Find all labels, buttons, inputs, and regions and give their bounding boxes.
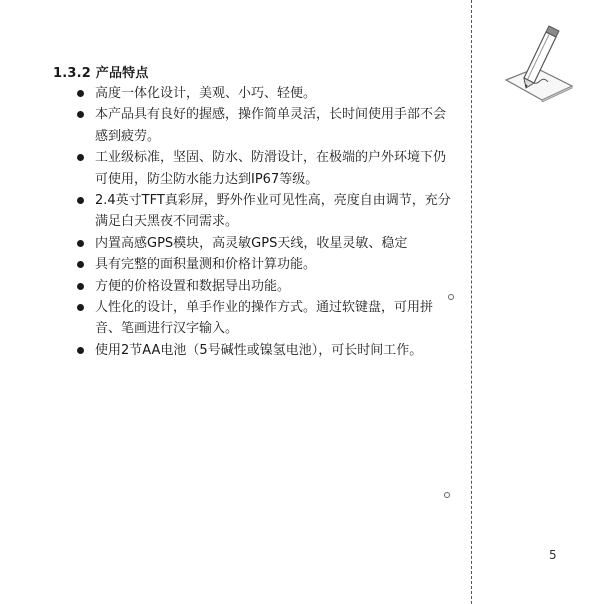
bullet-icon [77, 197, 84, 204]
bullet-icon [77, 347, 84, 354]
circle-mark-icon [448, 294, 454, 300]
section-title: 1.3.2 产品特点 [53, 66, 149, 81]
page-number: 5 [549, 548, 557, 562]
list-item [76, 297, 452, 340]
list-item [76, 190, 452, 233]
list-item [76, 276, 452, 297]
list-item [76, 147, 452, 190]
feature-text: 方便的价格设置和数据导出功能。 [95, 278, 291, 294]
feature-text: 人性化的设计，单手作业的操作方式。通过软键盘，可用拼音、笔画进行汉字输入。 [95, 300, 434, 337]
bullet-icon [77, 304, 84, 311]
pencil-note-icon [502, 22, 574, 102]
bullet-icon [77, 90, 84, 97]
feature-text: 使用2节AA电池（5号碱性或镍氢电池），可长时间工作。 [95, 342, 423, 358]
bullet-icon [77, 154, 84, 161]
feature-text: 内置高感GPS模块，高灵敏GPS天线，收星灵敏、稳定 [95, 235, 408, 251]
list-item [76, 233, 452, 254]
feature-text: 工业级标准，坚固、防水、防滑设计，在极端的户外环境下仍可使用，防尘防水能力达到IP67等级。 [95, 150, 447, 187]
bullet-icon [77, 283, 84, 290]
circle-mark-icon [444, 492, 450, 498]
bullet-icon [77, 111, 84, 118]
list-item [76, 104, 452, 147]
list-item [76, 83, 452, 104]
feature-text: 本产品具有良好的握感，操作简单灵活，长时间使用手部不会感到疲劳。 [95, 107, 447, 144]
feature-list [76, 83, 452, 361]
feature-text: 2.4英寸TFT真彩屏，野外作业可见性高，亮度自由调节，充分满足白天黑夜不同需求。 [95, 193, 451, 230]
bullet-icon [77, 261, 84, 268]
feature-text: 具有完整的面积量测和价格计算功能。 [95, 257, 317, 273]
list-item [76, 254, 452, 275]
bullet-icon [77, 240, 84, 247]
feature-text: 高度一体化设计，美观、小巧、轻便。 [95, 86, 317, 101]
list-item [76, 340, 452, 361]
margin-divider [471, 0, 472, 604]
